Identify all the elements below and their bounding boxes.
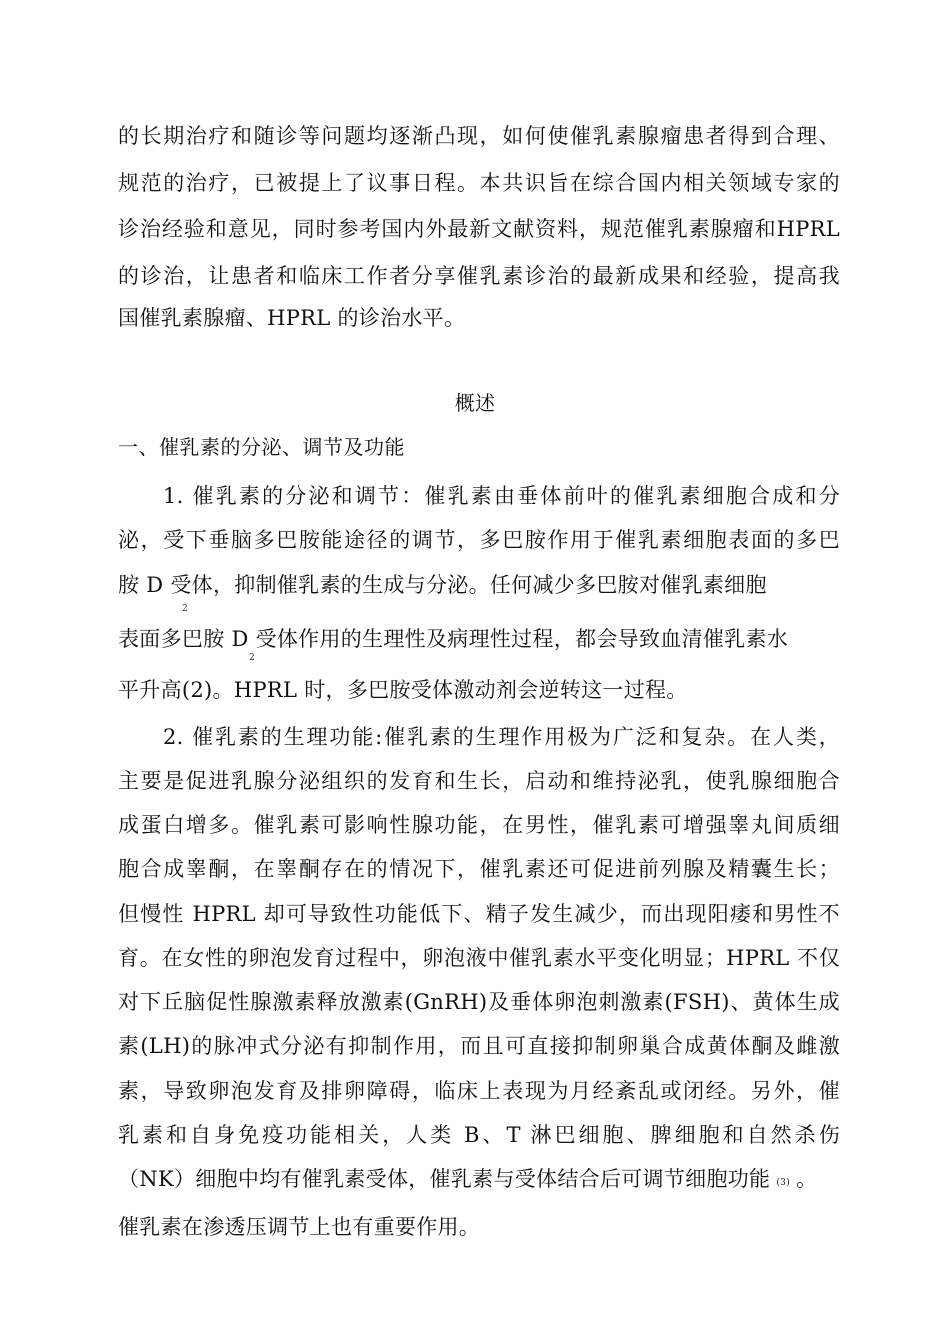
para2-line-10: 乳素和自身免疫功能相关，人类 B、T 淋巴细胞、脾细胞和自然杀伤 [118, 1123, 840, 1147]
para1-line-4: 表面多巴胺 D 受体作用的生理性及病理性过程，都会导致血清催乳素水 [118, 627, 789, 651]
subsection-title: 一、催乳素的分泌、调节及功能 [118, 435, 405, 459]
intro-line-5: 国催乳素腺瘤、HPRL 的诊治水平。 [118, 306, 466, 330]
stray-subscript-mark: 2 [182, 604, 188, 614]
para2-line-4: 胞合成睾酮，在睾酮存在的情况下，催乳素还可促进前列腺及精囊生长； [118, 857, 840, 881]
citation-marker: (3) [776, 1178, 791, 1188]
intro-line-2: 规范的治疗，已被提上了议事日程。本共识旨在综合国内相关领域专家的 [118, 171, 840, 195]
para1-line-3: 胺 D 受体，抑制催乳素的生成与分泌。任何减少多巴胺对催乳素细胞 [118, 573, 767, 597]
stray-subscript-mark: 2 [249, 653, 255, 663]
para2-line-11-text: （NK）细胞中均有催乳素受体，催乳素与受体结合后可调节细胞功能 [118, 1167, 771, 1191]
para2-line-3: 成蛋白增多。催乳素可影响性腺功能，在男性，催乳素可增强睾丸间质细 [118, 813, 840, 837]
para2-line-2: 主要是促进乳腺分泌组织的发育和生长，启动和维持泌乳，使乳腺细胞合 [118, 769, 840, 793]
para1-line-1: 1. 催乳素的分泌和调节：催乳素由垂体前叶的催乳素细胞合成和分 [163, 484, 840, 508]
para2-line-7: 对下丘脑促性腺激素释放激素(GnRH)及垂体卵泡刺激素(FSH)、黄体生成 [118, 990, 840, 1014]
para2-line-5: 但慢性 HPRL 却可导致性功能低下、精子发生减少，而出现阳痿和男性不 [118, 902, 840, 926]
para2-line-8: 素(LH)的脉冲式分泌有抑制作用，而且可直接抑制卵巢合成黄体酮及雌激 [118, 1034, 840, 1058]
para1-line-2: 泌，受下垂脑多巴胺能途径的调节，多巴胺作用于催乳素细胞表面的多巴 [118, 528, 840, 552]
para2-line-11 [118, 1164, 840, 1198]
intro-line-1: 的长期治疗和随诊等问题均逐渐凸现，如何使催乳素腺瘤患者得到合理、 [118, 124, 840, 148]
section-title: 概述 [454, 391, 496, 415]
para2-line-11-end: 。 [796, 1167, 818, 1191]
para2-line-1: 2. 催乳素的生理功能:催乳素的生理作用极为广泛和复杂。在人类， [163, 725, 840, 749]
para2-line-6: 育。在女性的卵泡发育过程中，卵泡液中催乳素水平变化明显；HPRL 不仅 [118, 946, 840, 970]
para2-line-12: 催乳素在渗透压调节上也有重要作用。 [118, 1215, 481, 1239]
para1-line-5: 平升高(2)。HPRL 时，多巴胺受体激动剂会逆转这一过程。 [118, 678, 688, 702]
para2-line-9: 素，导致卵泡发育及排卵障碍，临床上表现为月经紊乱或闭经。另外，催 [118, 1079, 840, 1103]
intro-line-3: 诊治经验和意见，同时参考国内外最新文献资料，规范催乳素腺瘤和HPRL [118, 217, 840, 241]
intro-line-4: 的诊治，让患者和临床工作者分享催乳素诊治的最新成果和经验，提高我 [118, 264, 840, 288]
